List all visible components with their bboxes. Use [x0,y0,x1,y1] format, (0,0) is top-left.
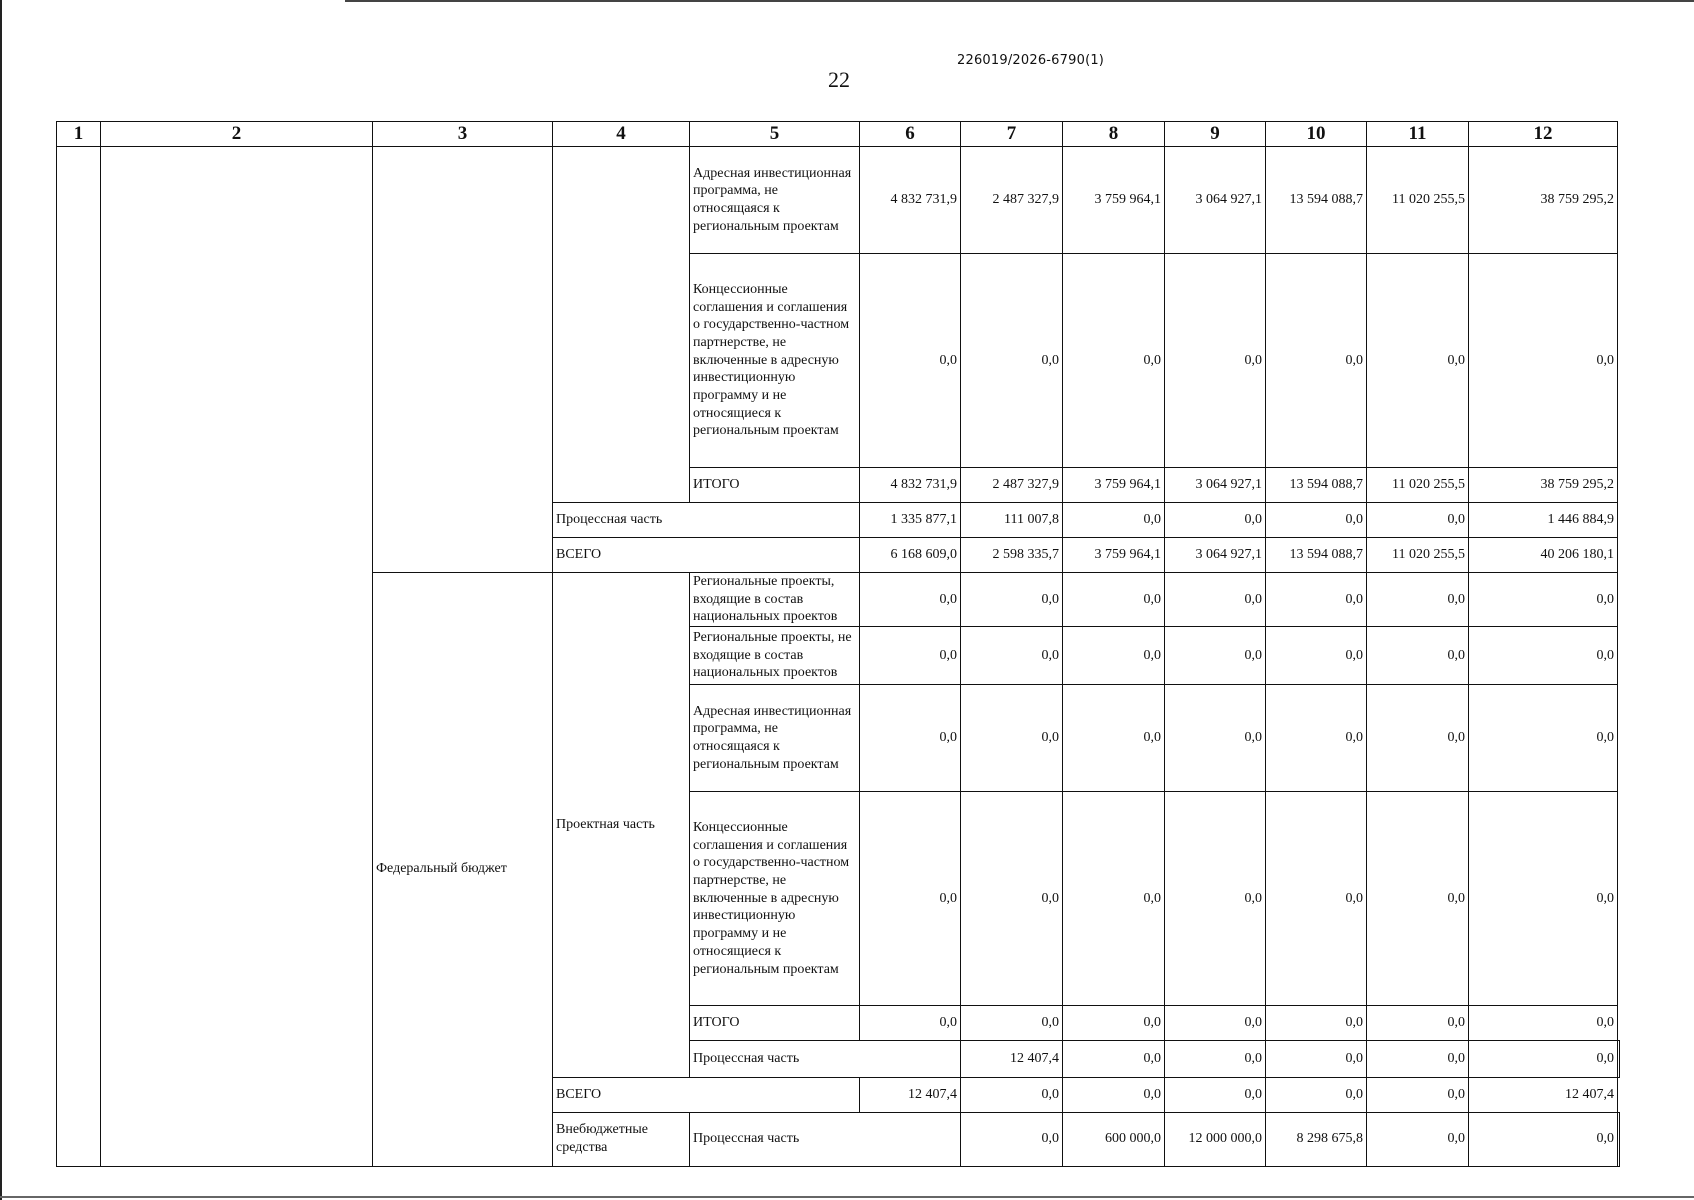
value-cell: 0,0 [860,1006,961,1041]
cell-col2 [101,147,373,1167]
row-label-process: Процессная часть [690,1112,961,1166]
source-federal-budget: Федеральный бюджет [373,573,553,1167]
cell-col3-block1 [373,147,553,573]
col-header: 11 [1367,122,1469,147]
col-header: 3 [373,122,553,147]
cell-col4-block1 [553,147,690,503]
value-cell: 0,0 [1165,685,1266,792]
value-cell: 0,0 [1165,1077,1266,1112]
cell-col1 [57,147,101,1167]
value-cell: 4 832 731,9 [860,468,961,503]
value-cell: 0,0 [1063,1077,1165,1112]
value-cell: 0,0 [1063,627,1165,685]
part-project: Проектная часть [553,573,690,1078]
value-cell: 3 759 964,1 [1063,147,1165,254]
value-cell: 11 020 255,5 [1367,538,1469,573]
row-label-process: Процессная часть [553,503,860,538]
value-cell: 4 832 731,9 [860,147,961,254]
value-cell: 40 206 180,1 [1469,538,1618,573]
value-cell: 0,0 [961,254,1063,468]
value-cell: 8 298 675,8 [1266,1112,1367,1166]
value-cell: 0,0 [1165,503,1266,538]
value-cell [1618,1041,1620,1077]
value-cell: 3 064 927,1 [1165,147,1266,254]
value-cell: 2 598 335,7 [961,538,1063,573]
value-cell: 1 335 877,1 [860,503,961,538]
col-header: 1 [57,122,101,147]
row-label-aip: Адресная инвестиционная программа, не относящаяся к региональным проектам [690,147,860,254]
value-cell: 0,0 [1266,503,1367,538]
value-cell: 13 594 088,7 [1266,147,1367,254]
value-cell: 0,0 [1266,792,1367,1006]
value-cell: 0,0 [1367,1077,1469,1112]
value-cell: 0,0 [1063,792,1165,1006]
page-number: 22 [828,67,850,92]
value-cell: 12 000 000,0 [1165,1112,1266,1166]
value-cell: 0,0 [961,627,1063,685]
value-cell: 13 594 088,7 [1266,538,1367,573]
col-header: 6 [860,122,961,147]
value-cell: 0,0 [1165,627,1266,685]
value-cell: 0,0 [1165,1041,1266,1077]
value-cell: 0,0 [1266,685,1367,792]
col-header: 7 [961,122,1063,147]
value-cell: 0,0 [1367,1006,1469,1041]
value-cell: 13 594 088,7 [1266,468,1367,503]
row-label-aip: Адресная инвестиционная программа, не относящаяся к региональным проектам [690,685,860,792]
value-cell: 3 759 964,1 [1063,538,1165,573]
value-cell: 11 020 255,5 [1367,468,1469,503]
row-label-total: ВСЕГО [553,1077,860,1112]
value-cell: 0,0 [961,792,1063,1006]
value-cell: 0,0 [1367,792,1469,1006]
value-cell: 0,0 [1469,792,1618,1006]
value-cell: 1 446 884,9 [1469,503,1618,538]
value-cell: 0,0 [860,627,961,685]
value-cell: 0,0 [1469,627,1618,685]
row-label-concessions: Концессионные соглашения и соглашения о государственно-частном партнерстве, не включенные в адресную инвестиционную программу и не относящиеся к региональным проектам [690,792,860,1006]
value-cell: 3 064 927,1 [1165,468,1266,503]
value-cell: 0,0 [1469,685,1618,792]
value-cell: 0,0 [1063,685,1165,792]
value-cell: 0,0 [1165,573,1266,627]
value-cell: 0,0 [1063,1041,1165,1077]
value-cell: 0,0 [1469,1041,1618,1077]
value-cell: 0,0 [1266,1041,1367,1077]
value-cell: 0,0 [961,1112,1063,1166]
source-extrabudgetary: Внебюджетные средства [553,1112,690,1166]
value-cell: 11 020 255,5 [1367,147,1469,254]
value-cell: 0,0 [1367,573,1469,627]
scan-left-edge [0,0,2,1200]
col-header: 10 [1266,122,1367,147]
value-cell: 0,0 [1469,1006,1618,1041]
value-cell: 3 759 964,1 [1063,468,1165,503]
value-cell: 0,0 [1266,573,1367,627]
value-cell: 0,0 [1266,254,1367,468]
value-cell: 3 064 927,1 [1165,538,1266,573]
value-cell [1618,1112,1620,1166]
value-cell: 0,0 [1063,1006,1165,1041]
value-cell: 0,0 [1266,1006,1367,1041]
value-cell: 0,0 [860,573,961,627]
value-cell: 0,0 [1165,254,1266,468]
col-header: 12 [1469,122,1618,147]
column-number-row [57,122,1620,147]
value-cell: 0,0 [1367,254,1469,468]
value-cell: 2 487 327,9 [961,468,1063,503]
value-cell: 0,0 [1469,1112,1618,1166]
value-cell: 2 487 327,9 [961,147,1063,254]
value-cell: 38 759 295,2 [1469,147,1618,254]
row-label-regional-in: Региональные проекты, входящие в состав национальных проектов [690,573,860,627]
value-cell: 0,0 [860,254,961,468]
value-cell: 0,0 [860,685,961,792]
value-cell: 0,0 [1469,573,1618,627]
col-header: 5 [690,122,860,147]
value-cell: 0,0 [1165,1006,1266,1041]
value-cell: 600 000,0 [1063,1112,1165,1166]
col-header: 9 [1165,122,1266,147]
row-label-process: Процессная часть [690,1041,961,1077]
value-cell: 0,0 [1063,254,1165,468]
col-header: 8 [1063,122,1165,147]
row-label-subtotal: ИТОГО [690,1006,860,1041]
row-label-concessions: Концессионные соглашения и соглашения о государственно-частном партнерстве, не включенные в адресную инвестиционную программу и не относящиеся к региональным проектам [690,254,860,468]
value-cell: 38 759 295,2 [1469,468,1618,503]
value-cell: 0,0 [1367,627,1469,685]
table-row [57,147,1620,254]
registration-number: 226019/2026-6790(1) [957,53,1105,68]
value-cell: 0,0 [1469,254,1618,468]
value-cell: 0,0 [1063,573,1165,627]
scan-top-edge [345,0,1694,2]
value-cell: 0,0 [1367,685,1469,792]
col-header: 4 [553,122,690,147]
value-cell: 12 407,4 [860,1077,961,1112]
value-cell: 111 007,8 [961,503,1063,538]
value-cell: 6 168 609,0 [860,538,961,573]
value-cell: 0,0 [1266,1077,1367,1112]
value-cell: 0,0 [1266,627,1367,685]
value-cell: 0,0 [1367,503,1469,538]
value-cell: 0,0 [961,573,1063,627]
row-label-subtotal: ИТОГО [690,468,860,503]
value-cell: 12 407,4 [1469,1077,1618,1112]
row-label-regional-out: Региональные проекты, не входящие в состав национальных проектов [690,627,860,685]
value-cell: 0,0 [1063,503,1165,538]
budget-table [56,121,1620,1167]
value-cell: 0,0 [1367,1041,1469,1077]
value-cell: 0,0 [961,1006,1063,1041]
col-header: 2 [101,122,373,147]
value-cell: 0,0 [1165,792,1266,1006]
value-cell: 0,0 [860,792,961,1006]
scan-bottom-edge [0,1196,1694,1198]
value-cell: 0,0 [1367,1112,1469,1166]
value-cell: 12 407,4 [961,1041,1063,1077]
row-label-total: ВСЕГО [553,538,860,573]
value-cell: 0,0 [961,685,1063,792]
value-cell: 0,0 [961,1077,1063,1112]
